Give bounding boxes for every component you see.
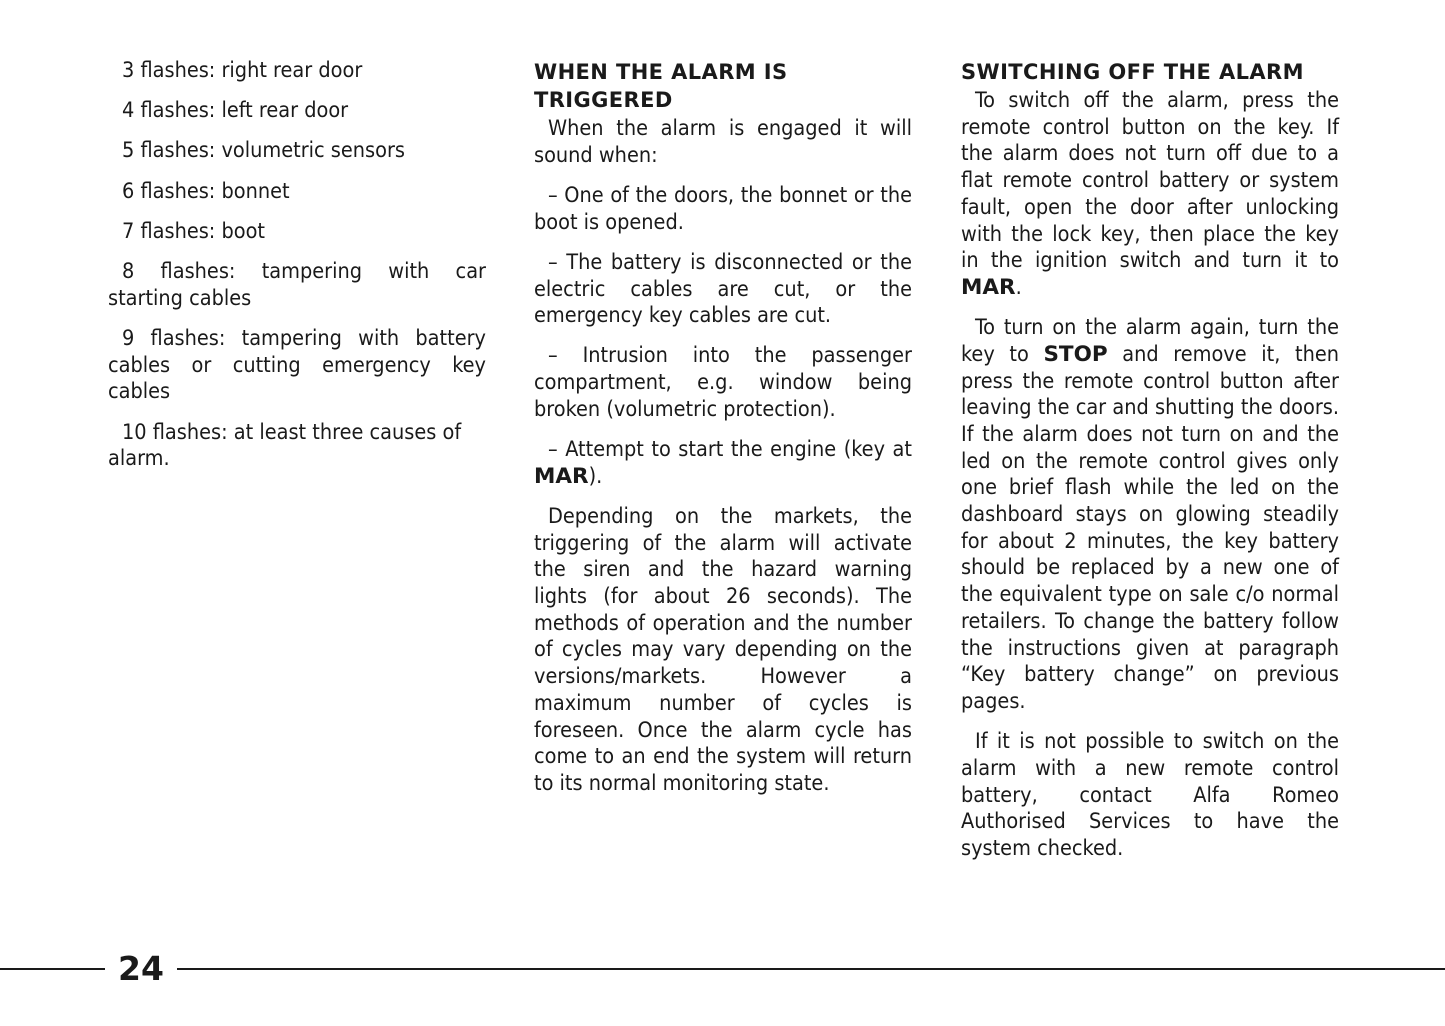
flash-code-item: 6 flashes: bonnet xyxy=(122,178,290,204)
text-run: . xyxy=(1015,274,1022,300)
column-flash-codes xyxy=(108,58,486,486)
paragraph xyxy=(534,437,912,490)
page-number: 24 xyxy=(118,949,164,988)
text-run: and remove it, then press the remote control button after leaving the car and shutting the doors. If the alarm does not turn on and the led on the remote control gives only one brief flash while the led on the dashboard stays on glowing steadily for about 2 minutes, the key battery should be replaced by a new one of the equivalent type on sale c/o normal retailers. To change the battery follow the instructions given at paragraph “Key battery change” on previous pages. xyxy=(961,341,1339,714)
flash-code-item: 3 flashes: right rear door xyxy=(122,58,363,83)
paragraph: If it is not possible to switch on the alarm with a new remote control battery, contact Alfa Romeo Authorised Services to have the system checked. xyxy=(961,729,1339,861)
paragraph: – Intrusion into the passenger compartment, e.g. window being broken (volumetric protection). xyxy=(534,343,912,422)
column-switching-off xyxy=(961,58,1339,876)
text-run: ). xyxy=(588,463,603,489)
flash-code-item: 5 flashes: volumetric sensors xyxy=(122,138,405,164)
paragraph: – One of the doors, the bonnet or the boot is opened. xyxy=(534,182,912,235)
paragraph: – The battery is disconnected or the electric cables are cut, or the emergency key cables are cut. xyxy=(534,249,912,329)
footer-rule-left xyxy=(0,968,105,970)
flash-code-item: 10 flashes: at least three causes of alarm. xyxy=(108,419,462,472)
footer-rule-right xyxy=(177,968,1445,970)
section-heading-switching-off: SWITCHING OFF THE ALARM xyxy=(961,60,1304,84)
text-run: To switch off the alarm, press the remote control button on the key. If the alarm does not turn off due to a flat remote control battery or system fault, open the door after unlocking with the lock key, then place the key in the ignition switch and turn it to xyxy=(961,88,1339,274)
paragraph: Depending on the markets, the triggering of the alarm will activate the siren and the hazard warning lights (for about 26 seconds). The methods of operation and the number of cycles may vary depending on the versions/markets. However a maximum number of cycles is foreseen. Once the alarm cycle has come to an end the system will return to its normal monitoring state. xyxy=(534,503,912,796)
section-heading-alarm-triggered: WHEN THE ALARM IS TRIGGERED xyxy=(534,60,788,112)
paragraph xyxy=(961,315,1339,716)
bold-term: MAR xyxy=(534,463,589,489)
bold-term: STOP xyxy=(1043,341,1108,367)
text-run: – Attempt to start the engine (key at xyxy=(548,437,912,463)
paragraph: When the alarm is engaged it will sound when: xyxy=(534,116,912,168)
paragraph xyxy=(961,88,1339,302)
flash-code-item: 8 flashes: tampering with car starting cables xyxy=(108,259,486,311)
flash-code-item: 9 flashes: tampering with battery cables or cutting emergency key cables xyxy=(108,325,486,405)
flash-code-item: 7 flashes: boot xyxy=(122,218,265,244)
text-run: To turn on the alarm again, turn the key to xyxy=(961,315,1339,367)
flash-code-item: 4 flashes: left rear door xyxy=(122,98,349,124)
column-alarm-triggered xyxy=(534,58,912,811)
bold-term: MAR xyxy=(961,274,1016,300)
